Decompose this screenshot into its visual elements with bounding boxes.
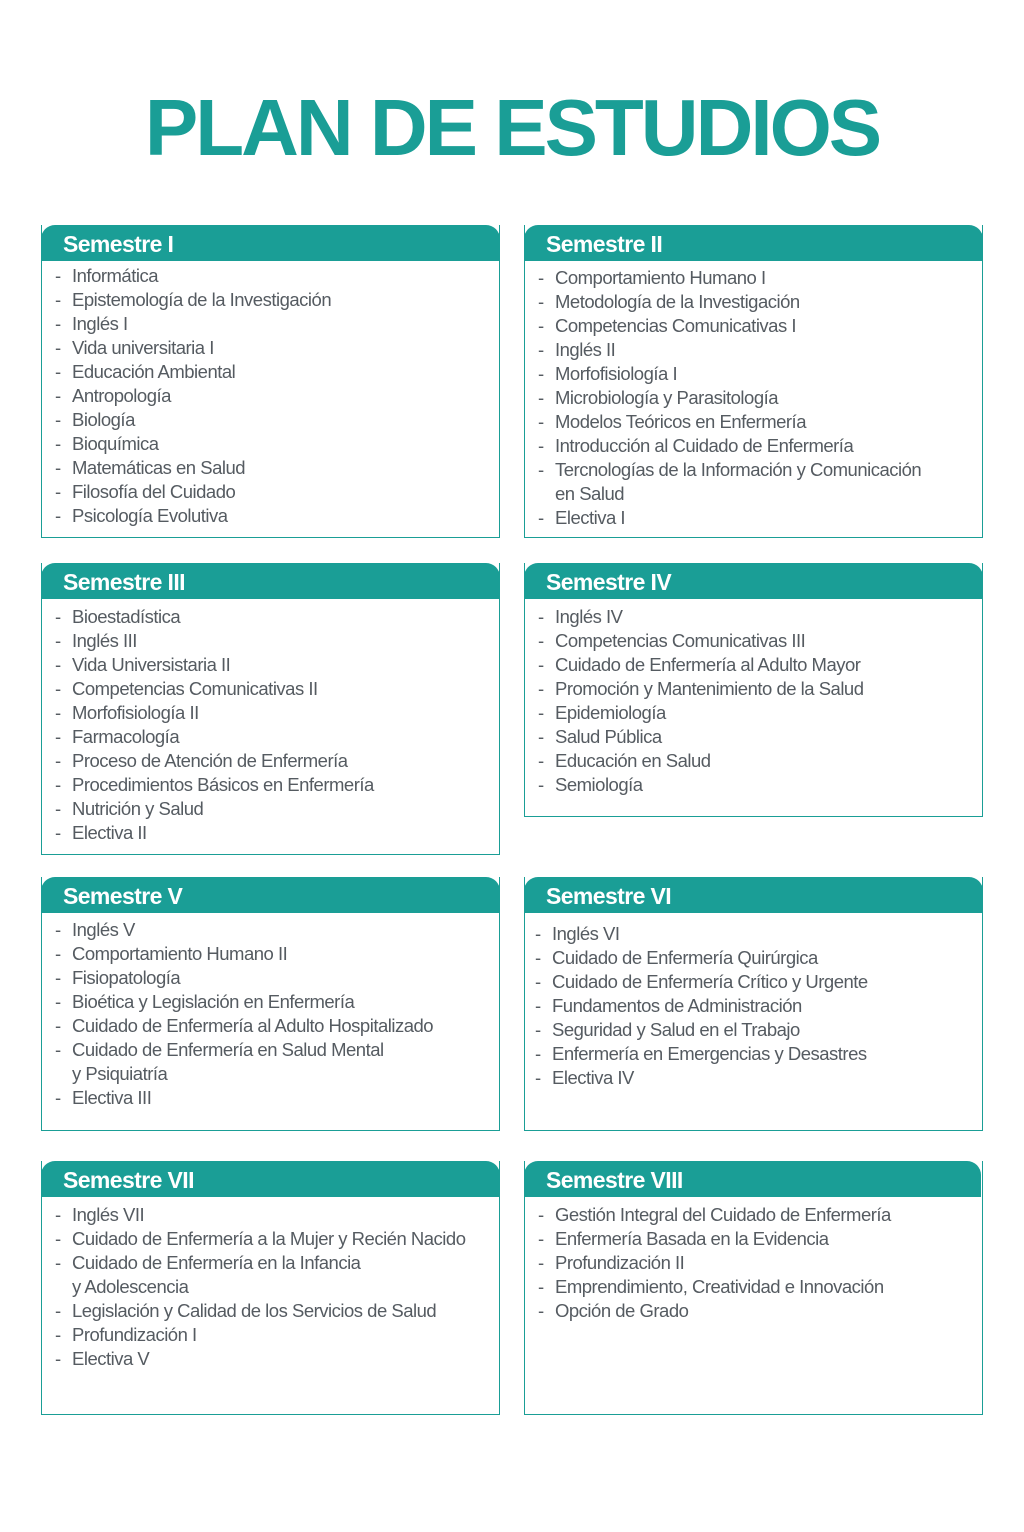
course-item: - Bioestadística (42, 605, 499, 629)
course-item: - Epistemología de la Investigación (42, 288, 499, 312)
course-item: - Filosofía del Cuidado (42, 480, 499, 504)
course-item-text: Cuidado de Enfermería en Salud Mental (72, 1039, 384, 1060)
course-item (42, 1251, 499, 1299)
semester-card-5 (41, 877, 500, 1131)
course-item: - Biología (42, 408, 499, 432)
course-item-continuation: y Adolescencia (72, 1276, 189, 1297)
semester-card-2 (524, 225, 983, 538)
semester-card-6 (524, 877, 983, 1131)
semester-header-8: Semestre VIII (524, 1161, 981, 1197)
course-item-text: Tercnologías de la Información y Comunicación (555, 459, 922, 480)
course-item: - Enfermería en Emergencias y Desastres (522, 1042, 982, 1066)
course-item: - Legislación y Calidad de los Servicios de Salud (42, 1299, 499, 1323)
course-item: - Inglés IV (525, 605, 982, 629)
course-item: - Enfermería Basada en la Evidencia (525, 1227, 982, 1251)
course-item: - Competencias Comunicativas II (42, 677, 499, 701)
course-item: - Inglés II (525, 338, 982, 362)
course-item: - Cuidado de Enfermería al Adulto Hospitalizado (42, 1014, 499, 1038)
course-item: - Profundización II (525, 1251, 982, 1275)
course-item: - Vida universitaria I (42, 336, 499, 360)
course-item: - Cuidado de Enfermería a la Mujer y Recién Nacido (42, 1227, 499, 1251)
course-item: - Educación en Salud (525, 749, 982, 773)
course-item: - Semiología (525, 773, 982, 797)
course-list-2 (525, 266, 982, 530)
course-item: - Inglés VII (42, 1203, 499, 1227)
page-title: PLAN DE ESTUDIOS (144, 83, 880, 172)
course-item: - Fisiopatología (42, 966, 499, 990)
course-item: - Cuidado de Enfermería al Adulto Mayor (525, 653, 982, 677)
course-item-continuation: en Salud (555, 483, 625, 504)
course-list-5 (42, 918, 499, 1110)
course-item: - Procedimientos Básicos en Enfermería (42, 773, 499, 797)
course-item: - Promoción y Mantenimiento de la Salud (525, 677, 982, 701)
course-item: - Inglés III (42, 629, 499, 653)
semester-header-1: Semestre I (41, 225, 500, 261)
course-item: - Competencias Comunicativas III (525, 629, 982, 653)
course-item: - Introducción al Cuidado de Enfermería (525, 434, 982, 458)
course-item: - Profundización I (42, 1323, 499, 1347)
semester-card-1 (41, 225, 500, 538)
course-list-7 (42, 1203, 499, 1371)
semester-header-5: Semestre V (41, 877, 500, 913)
course-item: - Comportamiento Humano II (42, 942, 499, 966)
course-item: - Farmacología (42, 725, 499, 749)
semester-card-8 (524, 1161, 983, 1415)
course-item: - Bioquímica (42, 432, 499, 456)
course-item: - Vida Universistaria II (42, 653, 499, 677)
course-list-6 (522, 922, 982, 1090)
course-item: - Epidemiología (525, 701, 982, 725)
course-item: - Cuidado de Enfermería Crítico y Urgente (522, 970, 982, 994)
course-item: - Electiva I (525, 506, 982, 530)
course-item: - Bioética y Legislación en Enfermería (42, 990, 499, 1014)
semester-header-6: Semestre VI (524, 877, 983, 913)
semester-card-3 (41, 563, 500, 855)
course-item: - Inglés V (42, 918, 499, 942)
course-item (525, 458, 982, 506)
course-item: - Metodología de la Investigación (525, 290, 982, 314)
course-item: - Salud Pública (525, 725, 982, 749)
course-item: - Electiva II (42, 821, 499, 845)
course-item (42, 1038, 499, 1086)
course-item: - Inglés I (42, 312, 499, 336)
course-item: - Proceso de Atención de Enfermería (42, 749, 499, 773)
course-item-continuation: y Psiquiatría (72, 1063, 168, 1084)
course-item: - Seguridad y Salud en el Trabajo (522, 1018, 982, 1042)
course-item: - Informática (42, 264, 499, 288)
course-item: - Opción de Grado (525, 1299, 982, 1323)
course-list-1 (42, 264, 499, 528)
course-item: - Educación Ambiental (42, 360, 499, 384)
semester-card-7 (41, 1161, 500, 1415)
semester-header-2: Semestre II (524, 225, 983, 261)
course-item: - Comportamiento Humano I (525, 266, 982, 290)
course-item: - Electiva IV (522, 1066, 982, 1090)
course-item: - Electiva III (42, 1086, 499, 1110)
course-item: - Electiva V (42, 1347, 499, 1371)
course-list-8 (525, 1203, 982, 1323)
course-item: - Inglés VI (522, 922, 982, 946)
course-item: - Nutrición y Salud (42, 797, 499, 821)
semester-header-4: Semestre IV (524, 563, 983, 599)
course-item: - Gestión Integral del Cuidado de Enfermería (525, 1203, 982, 1227)
course-item: - Morfofisiología I (525, 362, 982, 386)
course-item: - Cuidado de Enfermería Quirúrgica (522, 946, 982, 970)
course-item: - Psicología Evolutiva (42, 504, 499, 528)
course-item: - Antropología (42, 384, 499, 408)
course-item: - Microbiología y Parasitología (525, 386, 982, 410)
semester-header-3: Semestre III (41, 563, 500, 599)
course-item: - Matemáticas en Salud (42, 456, 499, 480)
course-item: - Competencias Comunicativas I (525, 314, 982, 338)
course-item: - Fundamentos de Administración (522, 994, 982, 1018)
course-list-3 (42, 605, 499, 845)
semester-card-4 (524, 563, 983, 817)
course-item-text: Cuidado de Enfermería en la Infancia (72, 1252, 361, 1273)
course-item: - Morfofisiología II (42, 701, 499, 725)
course-list-4 (525, 605, 982, 797)
course-item: - Modelos Teóricos en Enfermería (525, 410, 982, 434)
semester-header-7: Semestre VII (41, 1161, 500, 1197)
course-item: - Emprendimiento, Creatividad e Innovación (525, 1275, 982, 1299)
